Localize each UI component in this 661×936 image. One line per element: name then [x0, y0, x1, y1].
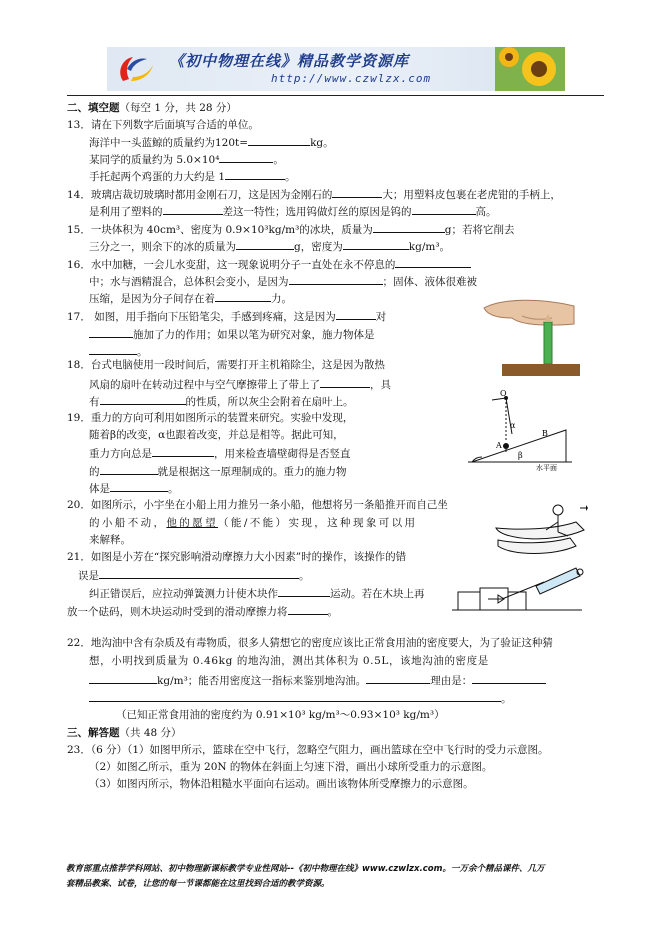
- q23-line-1: 23．（6 分）（1）如图甲所示，篮球在空中飞行，忽略空气阻力，画出篮球在空中飞行时的受力示意图。: [67, 744, 549, 756]
- q13-blank-2[interactable]: [219, 151, 273, 163]
- q15-line-2: 三分之一，则余下的冰的质量为 g，密度为 kg/m³。: [89, 238, 450, 254]
- q18-line-1: 18．台式电脑使用一段时间后，需要打开主机箱除尘，这是因为散热: [67, 359, 385, 371]
- q21-line-2: 误是 。: [78, 567, 310, 583]
- q22-line-1: 22．地沟油中含有杂质及有毒物质，很多人猜想它的密度应该比正常食用油的密度要大，为了验证这种猜: [67, 637, 553, 649]
- banner-url[interactable]: http://www.czwlzx.com: [271, 72, 432, 85]
- q13-stem: 13．请在下列数字后面填写合适的单位。: [67, 119, 259, 131]
- q19-line-1: 19．重力的方向可利用如图所示的装置来研究。实验中发现，: [67, 412, 354, 424]
- banner-title: 《初中物理在线》精品教学资源库: [169, 52, 410, 70]
- q21-line-3: 纠正错误后，应拉动弹簧测力计使木块作 运动。若在木块上再: [89, 585, 425, 601]
- q21-blank-1[interactable]: [99, 567, 299, 579]
- q15-blank-1[interactable]: [373, 221, 445, 233]
- fig-label-b: B: [542, 429, 548, 438]
- q21-blank-3[interactable]: [288, 603, 328, 615]
- q14-line-2: 是利用了塑料的 差这一特性；选用钨做灯丝的原因是钨的 高。: [89, 203, 497, 219]
- q17-line-2: 施加了力的作用；如果以笔为研究对象，施力物体是: [89, 326, 375, 342]
- q18-line-2: 风扇的扇叶在转动过程中与空气摩擦带上了带上了 ，具: [89, 376, 391, 392]
- q19-blank-2[interactable]: [100, 463, 158, 475]
- fig-label-alpha: α: [510, 421, 516, 430]
- q22-blank-3[interactable]: [472, 672, 546, 684]
- q17-line-1: 17． 如图，用手指向下压铅笔尖，手感到疼痛，这是因为 对: [67, 308, 386, 324]
- q14-blank-2[interactable]: [163, 203, 223, 215]
- q19-line-4: 的 就是根据这一原理制成的。重力的施力物: [89, 463, 347, 479]
- finger-pencil-figure: [482, 296, 580, 380]
- q21-blank-2[interactable]: [278, 585, 330, 597]
- q22-line-3: kg/m³；能否用密度这一指标来鉴别地沟油。 理由是：: [89, 672, 546, 688]
- q18-blank-2[interactable]: [100, 393, 186, 405]
- site-logo-icon: [113, 51, 157, 87]
- q22-line-4: 。: [89, 690, 512, 706]
- q15-blank-3[interactable]: [343, 238, 409, 250]
- q17-blank-1[interactable]: [336, 308, 376, 320]
- q23-line-3: （3）如图丙所示，物体沿粗糙水平面向右运动。画出该物体所受摩擦力的示意图。: [89, 778, 474, 790]
- q16-blank-3[interactable]: [215, 290, 271, 302]
- q17-line-3: 。: [89, 343, 148, 359]
- fig-label-beta: β: [518, 451, 523, 460]
- q16-line-1: 16．水中加糖，一会儿水变甜，这一现象说明分子一直处在永不停息的: [67, 256, 471, 272]
- q16-line-2: 中；水与酒精混合，总体积会变小，是因为 ；固体、液体很难被: [89, 273, 477, 289]
- section-2-header: 二、填空题（每空 1 分，共 28 分）: [67, 102, 237, 114]
- q22-line-2: 想，小明找到质量为 0.46kg 的地沟油，测出其体积为 0.5L，该地沟油的密度是: [89, 655, 489, 667]
- two-boats-figure: [492, 500, 588, 558]
- footer-line-1: 教育部重点推荐学科网站、初中物理新课标教学专业性网站--《初中物理在线》www.czwlzx.com。一万余个精品课件、几万: [66, 864, 545, 874]
- q13-line-2: 某同学的质量约为 5.0×10⁴ 。: [89, 151, 284, 167]
- q20-line-1: 20．如图所示，小宇坐在小船上用力推另一条小船，他想将另一条船推开而自己坐: [67, 499, 448, 511]
- q13-blank-3[interactable]: [225, 168, 285, 180]
- q22-note: （已知正常食用油的密度约为 0.91×10³ kg/m³～0.93×10³ kg/m³）: [116, 709, 445, 721]
- q19-blank-3[interactable]: [110, 480, 168, 492]
- q21-line-1: 21．如图是小芳在“探究影响滑动摩擦力大小因素”时的操作，该操作的错: [67, 551, 407, 563]
- q22-blank-2[interactable]: [366, 672, 430, 684]
- friction-spring-scale-figure: [452, 566, 586, 614]
- fig-label-a: A: [496, 441, 502, 450]
- q18-blank-1[interactable]: [320, 376, 370, 388]
- q13-line-3: 手托起两个鸡蛋的力大约是 1 。: [89, 168, 296, 184]
- q16-line-3: 压缩，是因为分子间存在着 力。: [89, 290, 292, 306]
- q19-line-3: 重力方向总是 ，用来检查墙壁砌得是否竖直: [89, 445, 351, 461]
- q14-line-1: 14．玻璃店裁切玻璃时都用金刚石刀，这是因为金刚石的 大；用塑料皮包裹在老虎钳的手柄上，: [67, 186, 561, 202]
- q13-blank-1[interactable]: [248, 134, 310, 146]
- q19-line-2: 随着β的改变，α也跟着改变，并总是相等。据此可知，: [89, 429, 344, 441]
- q14-blank-1[interactable]: [332, 186, 382, 198]
- section-3-header: 三、解答题（共 48 分）: [67, 727, 182, 739]
- footer-line-2: 套精品教案、试卷，让您的每一节课都能在这里找到合适的教学资源。: [66, 879, 330, 889]
- site-banner: [107, 47, 565, 91]
- plumb-line-incline-figure: [462, 388, 580, 472]
- q18-line-3: 有 的性质，所以灰尘会附着在扇叶上。: [89, 393, 354, 409]
- q19-blank-1[interactable]: [152, 445, 214, 457]
- header-rule: [67, 95, 604, 96]
- q17-blank-2[interactable]: [89, 326, 133, 338]
- sunflower-icon: [495, 47, 565, 91]
- q20-line-2: 的小船不动，他的愿望（能/不能）实现，这种现象可以用: [89, 517, 418, 529]
- q23-line-2: （2）如图乙所示，重为 20N 的物体在斜面上匀速下滑，画出小球所受重力的示意图。: [89, 761, 493, 773]
- fig-label-o: O: [500, 389, 507, 398]
- q17-blank-3[interactable]: [89, 343, 137, 355]
- q22-blank-1[interactable]: [89, 672, 157, 684]
- q21-line-4: 放一个砝码，则木块运动时受到的滑动摩擦力将 。: [67, 603, 338, 619]
- q19-line-5: 体是 。: [89, 480, 179, 496]
- q15-blank-2[interactable]: [236, 238, 294, 250]
- q14-blank-3[interactable]: [412, 203, 476, 215]
- q20-line-3: 来解释。: [89, 534, 131, 546]
- q16-blank-2[interactable]: [289, 273, 383, 285]
- q22-blank-4[interactable]: [89, 690, 501, 702]
- q16-blank-1[interactable]: [395, 256, 471, 268]
- q13-line-1: 海洋中一头蓝鲸的质量约为120t= kg。: [89, 134, 334, 150]
- fig-label-ground: 水平面: [536, 464, 557, 472]
- q15-line-1: 15．一块体积为 40cm³、密度为 0.9×10³kg/m³的冰块，质量为 g；若将它削去: [67, 221, 515, 237]
